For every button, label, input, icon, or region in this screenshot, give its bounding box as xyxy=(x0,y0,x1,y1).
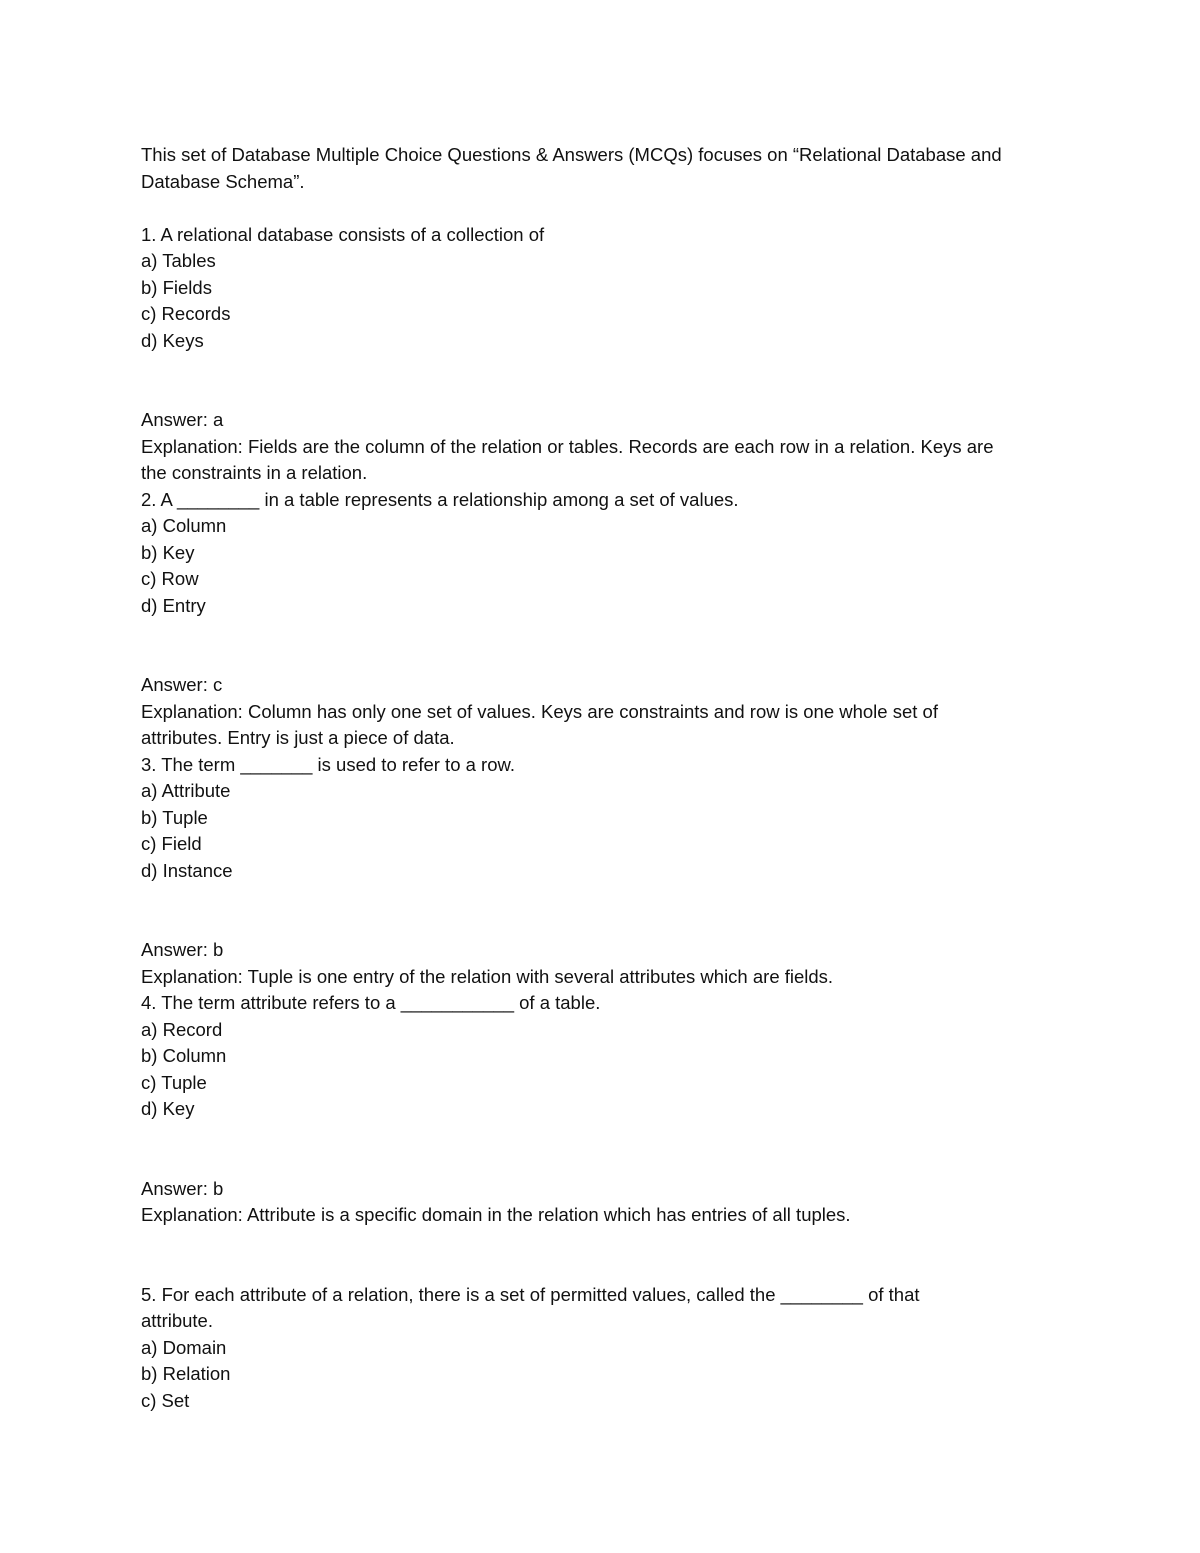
answer-text: Answer: a xyxy=(141,409,224,430)
question-1 xyxy=(141,222,1061,355)
option-c: c) Row xyxy=(141,568,199,589)
question-text: 1. A relational database consists of a collection of xyxy=(141,223,545,245)
explanation-text: Explanation: Fields are the column of the relation or tables. Records are each row in a relation. Keys are xyxy=(141,435,994,457)
explanation-text: attributes. Entry is just a piece of data. xyxy=(141,727,455,748)
question-text: 3. The term _______ is used to refer to a row. xyxy=(141,753,515,775)
explanation-text: Explanation: Attribute is a specific domain in the relation which has entries of all tuples. xyxy=(141,1204,851,1225)
blank-line xyxy=(141,195,1061,222)
spacer xyxy=(141,619,1061,672)
question-text: 4. The term attribute refers to a ___________ of a table. xyxy=(141,992,601,1013)
option-b: b) Relation xyxy=(141,1363,231,1384)
spacer xyxy=(141,884,1061,937)
option-d: d) Keys xyxy=(141,329,204,351)
option-d: d) Instance xyxy=(141,859,233,881)
option-b: b) Fields xyxy=(141,276,212,298)
answer-3 xyxy=(141,937,1061,990)
option-c: c) Field xyxy=(141,833,202,854)
question-5 xyxy=(141,1282,1061,1415)
explanation-text: the constraints in a relation. xyxy=(141,462,368,483)
explanation-text: Explanation: Tuple is one entry of the relation with several attributes which are fields. xyxy=(141,965,834,987)
explanation-text: Explanation: Column has only one set of values. Keys are constraints and row is one whole set of xyxy=(141,700,938,722)
option-a: a) Record xyxy=(141,1018,223,1040)
question-4 xyxy=(141,990,1061,1123)
option-c: c) Set xyxy=(141,1389,190,1411)
option-b: b) Column xyxy=(141,1045,227,1066)
question-3 xyxy=(141,752,1061,885)
option-d: d) Entry xyxy=(141,594,206,616)
intro-paragraph xyxy=(141,142,1061,195)
option-d: d) Key xyxy=(141,1098,195,1119)
option-a: a) Attribute xyxy=(141,780,231,801)
option-a: a) Tables xyxy=(141,250,216,271)
question-2 xyxy=(141,487,1061,620)
spacer xyxy=(141,1123,1061,1176)
spacer xyxy=(141,354,1061,407)
question-text: 5. For each attribute of a relation, there is a set of permitted values, called the ________ of that xyxy=(141,1283,920,1305)
intro-line: This set of Database Multiple Choice Questions & Answers (MCQs) focuses on “Relational Database and xyxy=(141,144,1002,165)
option-b: b) Key xyxy=(141,541,195,563)
answer-4 xyxy=(141,1176,1061,1229)
answer-text: Answer: b xyxy=(141,1177,224,1199)
question-text: 2. A ________ in a table represents a relationship among a set of values. xyxy=(141,488,739,510)
question-text: attribute. xyxy=(141,1310,213,1331)
answer-2 xyxy=(141,672,1061,752)
answer-text: Answer: c xyxy=(141,674,223,695)
answer-text: Answer: b xyxy=(141,939,224,960)
spacer xyxy=(141,1229,1061,1282)
option-c: c) Tuple xyxy=(141,1071,207,1093)
answer-1 xyxy=(141,407,1061,487)
option-b: b) Tuple xyxy=(141,806,208,828)
intro-line: Database Schema”. xyxy=(141,170,305,192)
option-c: c) Records xyxy=(141,303,231,324)
document-page xyxy=(141,142,1061,1414)
option-a: a) Column xyxy=(141,515,227,536)
option-a: a) Domain xyxy=(141,1336,227,1358)
